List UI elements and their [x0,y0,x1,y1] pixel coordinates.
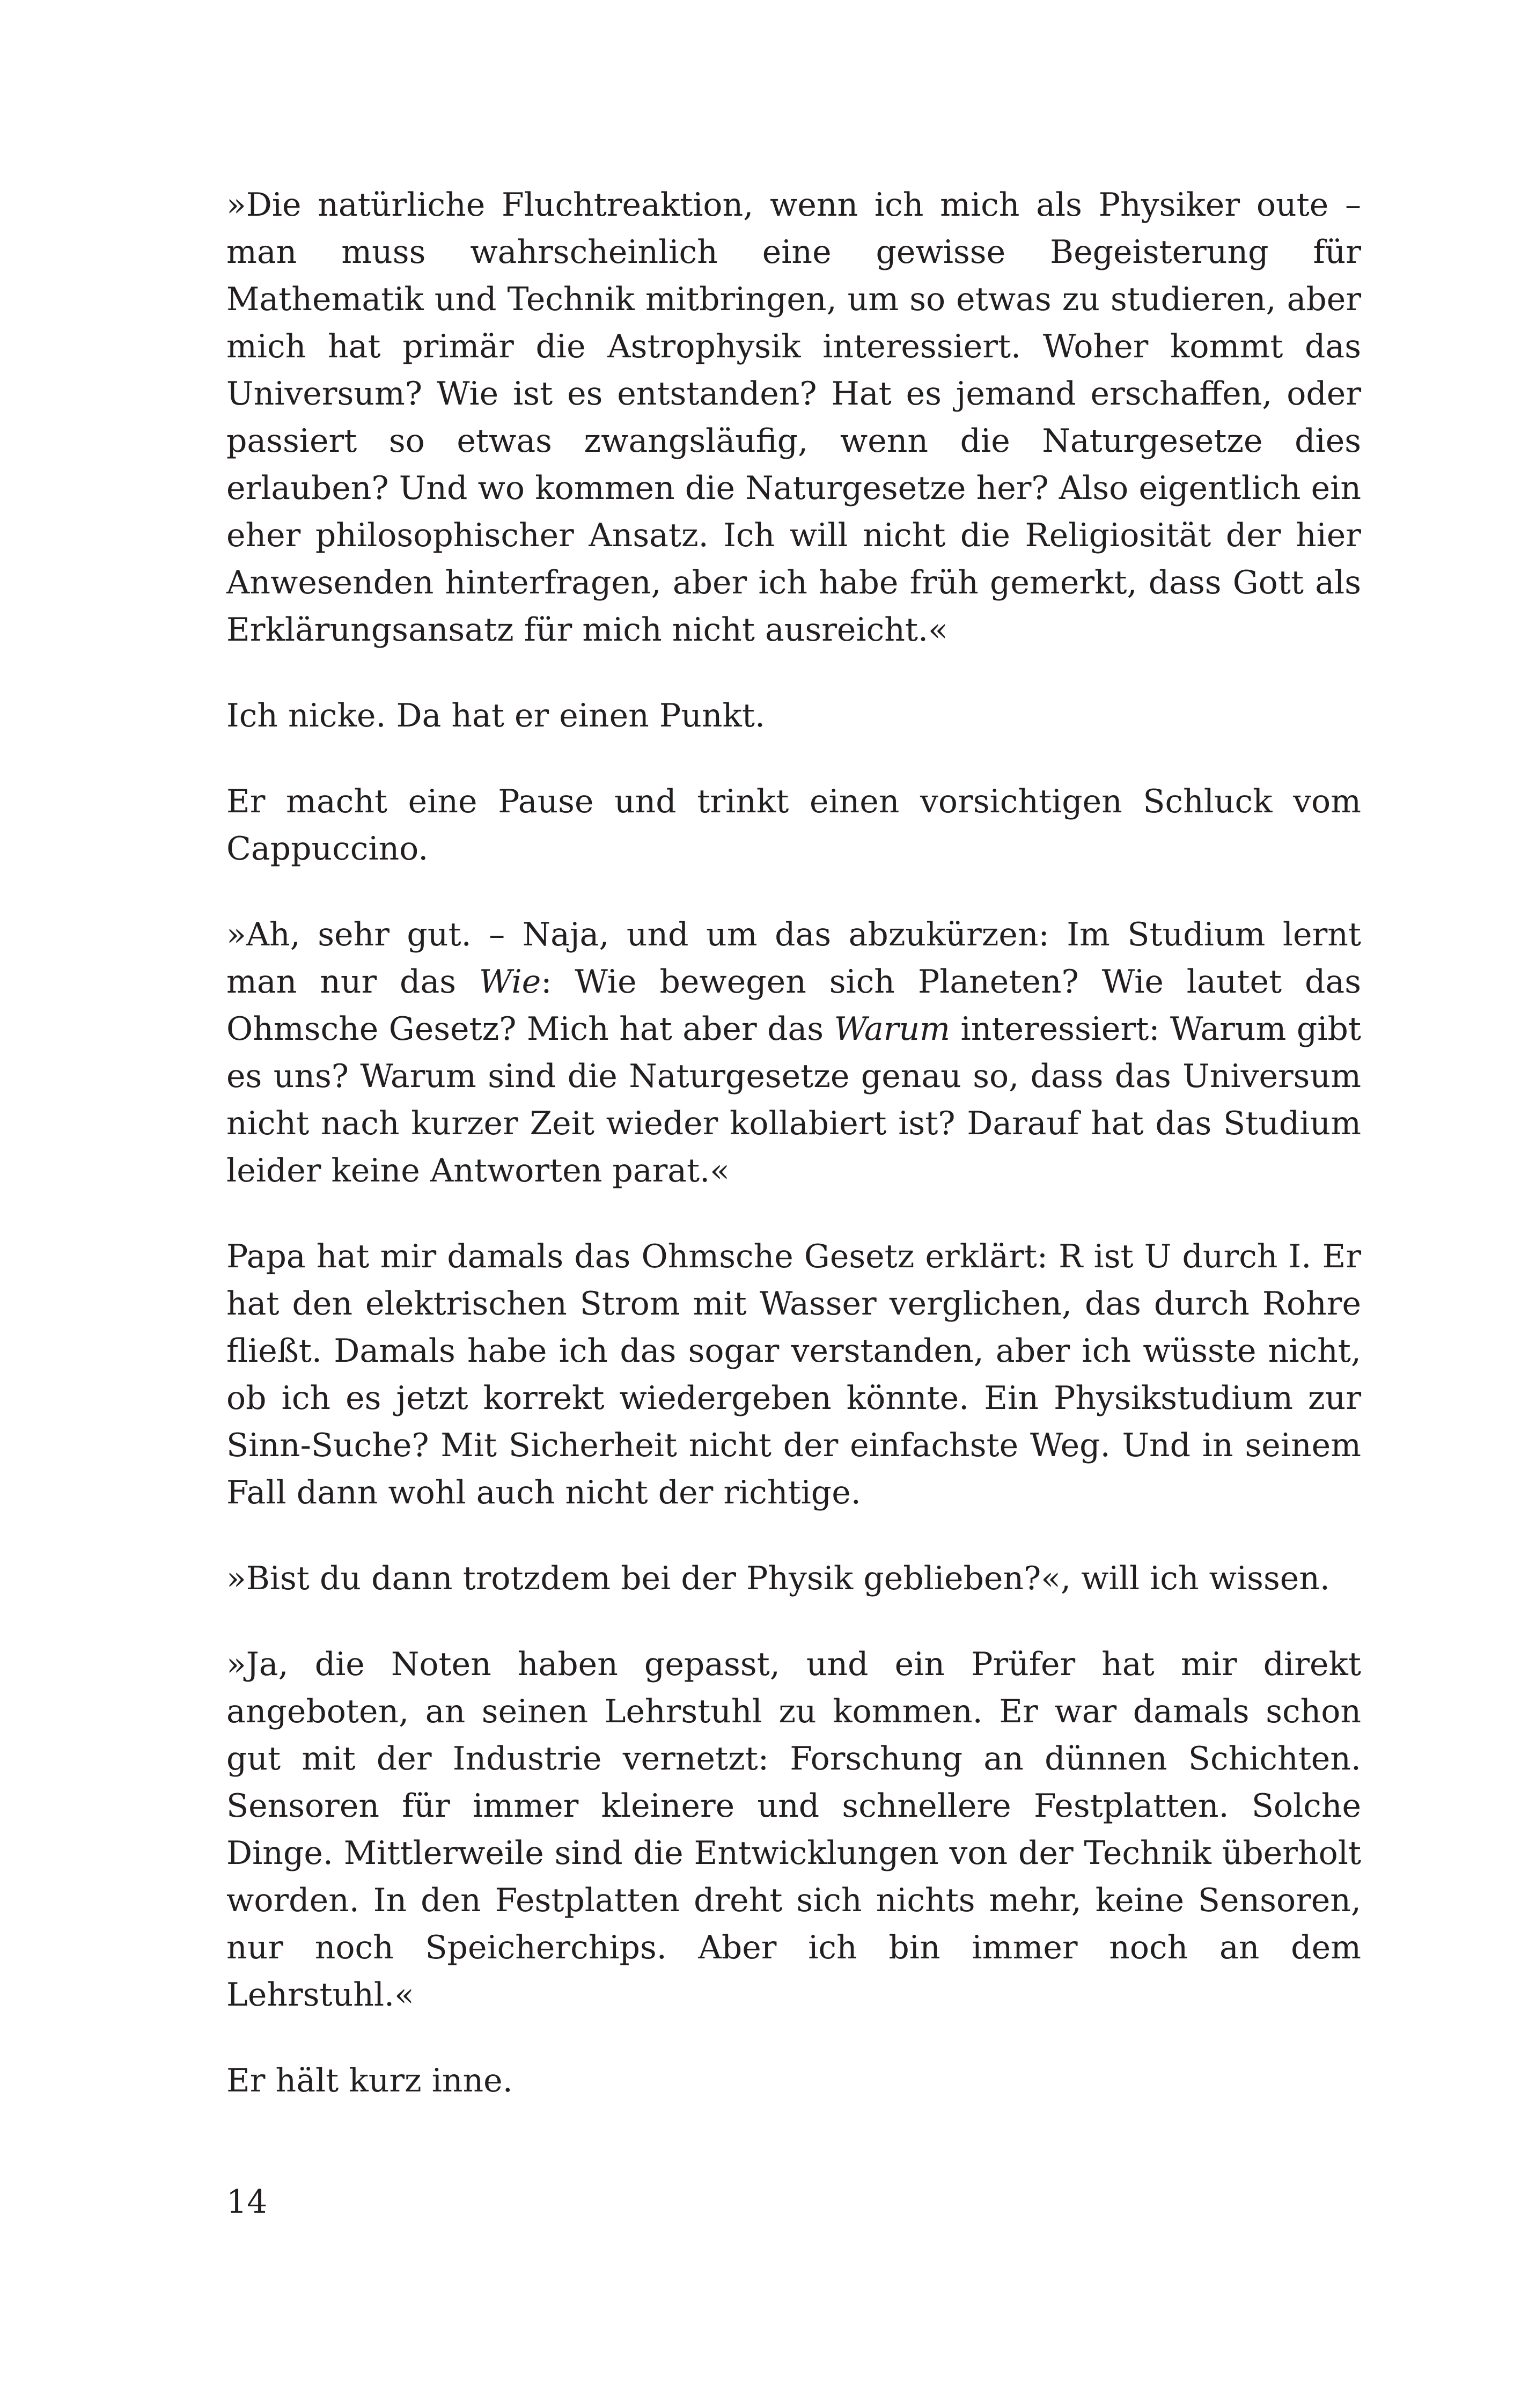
paragraph-2: Ich nicke. Da hat er einen Punkt. [226,697,766,735]
body-text [226,181,1361,2104]
paragraph-1: »Die natürliche Fluchtreaktion, wenn ich mich als Physiker oute – man muss wahrscheinlich eine gewisse Begeisterung für Mathematik und Technik mitbringen, um so etwas zu studieren, aber mich hat primär die Astrophysik interessiert. Woher kommt das Universum? Wie ist es entstanden? Hat es jemand erschaffen, oder passiert so etwas zwangsläufig, wenn die Naturgesetze dies erlauben? Und wo kommen die Naturgesetze her? Also eigentlich ein eher philosophischer Ansatz. Ich will nicht die Religiosität der hier Anwesenden hinterfragen, aber ich habe früh gemerkt, dass Gott als Erklärungsansatz für mich nicht ausreicht.« [226,186,1361,649]
paragraph-3: Er macht eine Pause und trinkt einen vorsichtigen Schluck vom Cappuccino. [226,783,1361,868]
paragraph-8: Er hält kurz inne. [226,2062,513,2099]
paragraph-5: Papa hat mir damals das Ohmsche Gesetz erklärt: R ist U durch I. Er hat den elektrischen Strom mit Wasser verglichen, das durch Rohre fließt. Damals habe ich das sogar verstanden, aber ich wüsste nicht, ob ich es jetzt korrekt wiedergeben könnte. Ein Physikstudium zur Sinn-Suche? Mit Sicherheit nicht der einfachste Weg. Und in seinem Fall dann wohl auch nicht der richtige. [226,1238,1361,1511]
paragraph-4: »Ah, sehr gut. – Naja, und um das abzukürzen: Im Studium lernt man nur das Wie: Wie bewegen sich Planeten? Wie lautet das Ohmsche Gesetz? Mich hat aber das Warum interessiert: Warum gibt es uns? Warum sind die Naturgesetze genau so, dass das Universum nicht nach kurzer Zeit wieder kollabiert ist? Darauf hat das Studium leider keine Antworten parat.« [226,916,1361,1190]
emphasis-warum: Warum [834,1010,951,1048]
page-number: 14 [226,2183,268,2221]
paragraph-6: »Bist du dann trotzdem bei der Physik geblieben?«, will ich wissen. [226,1560,1330,1597]
paragraph-7: »Ja, die Noten haben gepasst, und ein Prüfer hat mir direkt angeboten, an seinen Lehrstuhl zu kommen. Er war damals schon gut mit der Industrie vernetzt: Forschung an dünnen Schichten. Sensoren für immer kleinere und schnellere Festplatten. Solche Dinge. Mittlerweile sind die Entwicklungen von der Technik überholt worden. In den Festplatten dreht sich nichts mehr, keine Sensoren, nur noch Speicherchips. Aber ich bin immer noch an dem Lehrstuhl.« [226,1646,1361,2014]
emphasis-wie: Wie [479,963,541,1001]
